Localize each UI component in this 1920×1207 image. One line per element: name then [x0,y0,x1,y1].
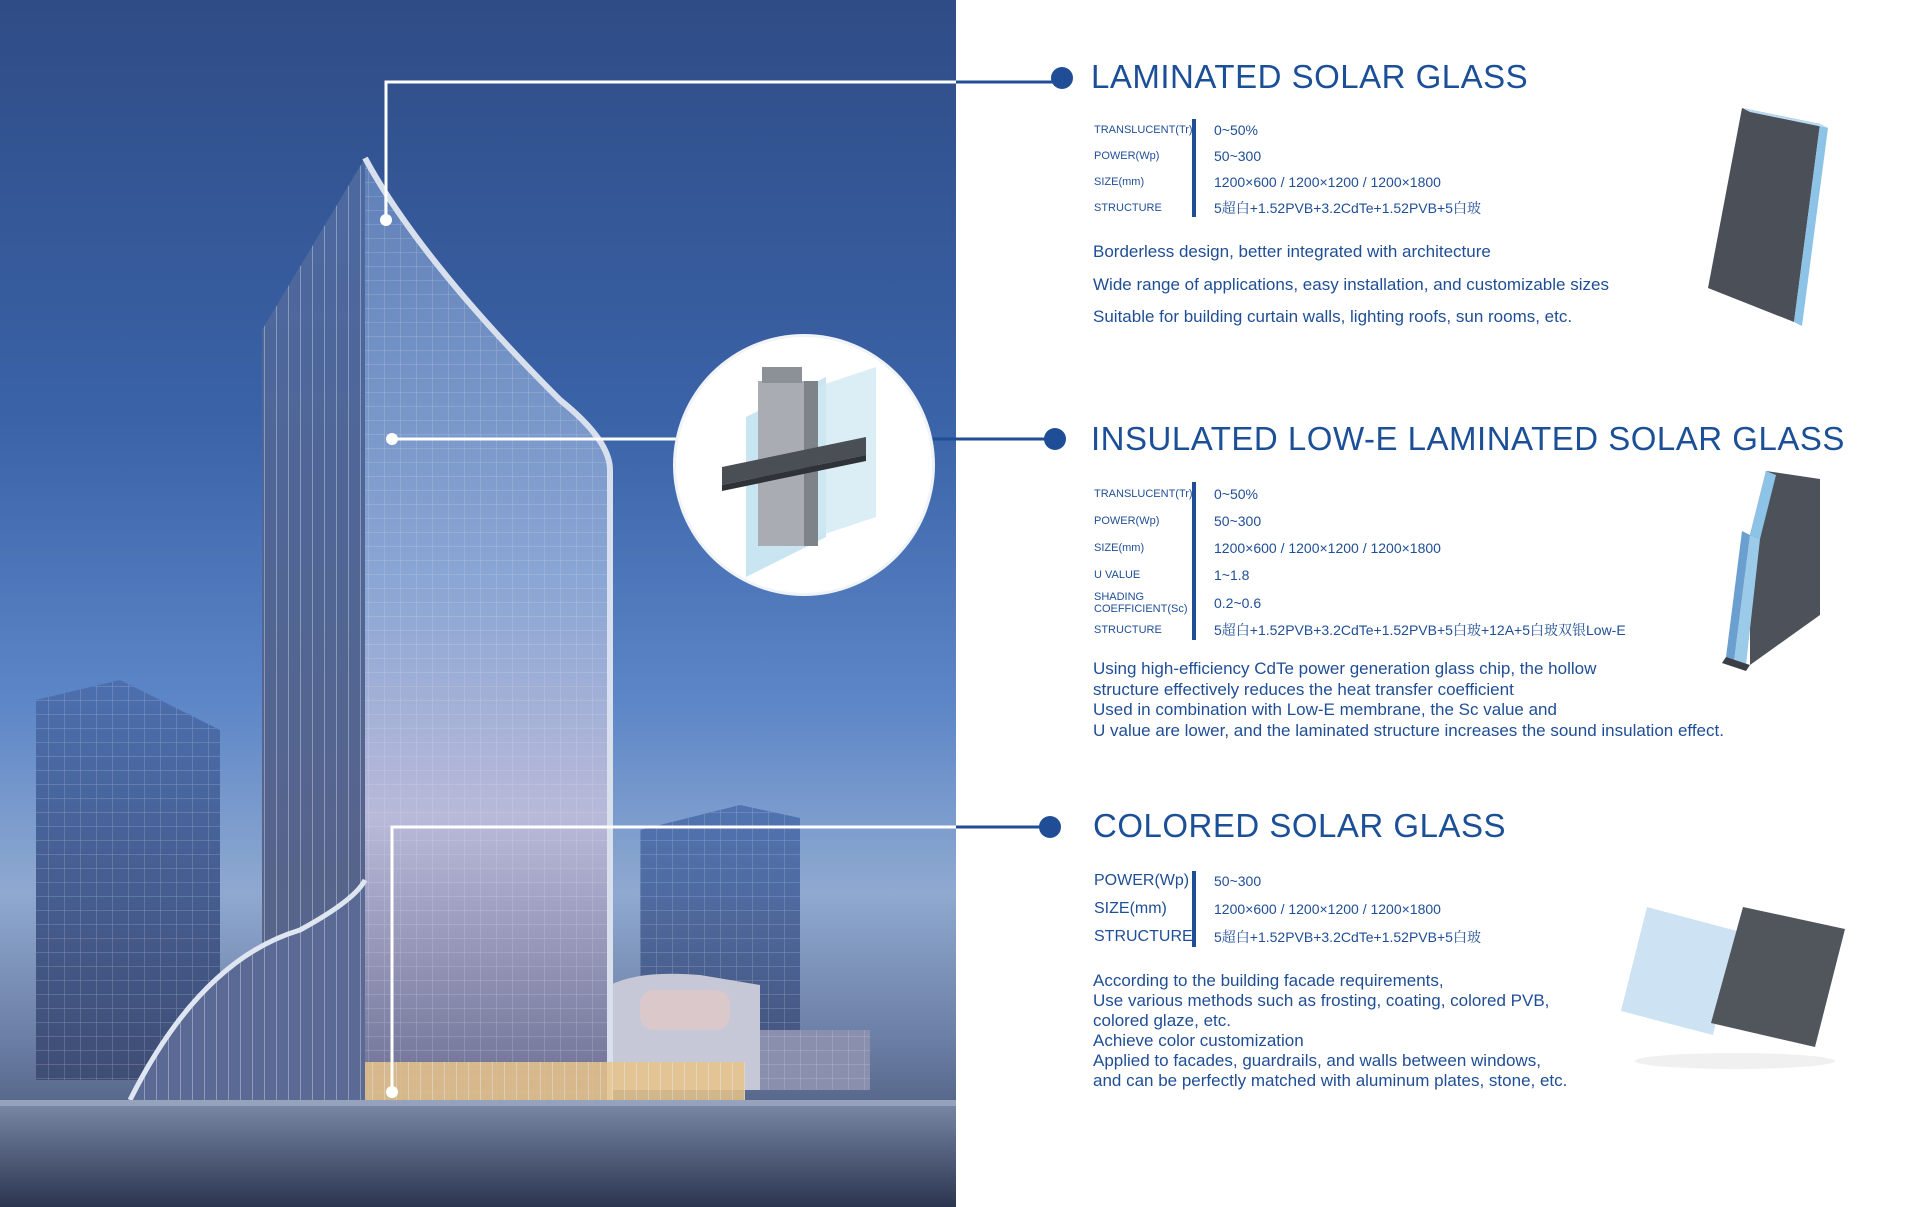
colored-glass-panels-image [1615,895,1855,1075]
building-illustration [0,0,956,1207]
spec-value: 1200×600 / 1200×1200 / 1200×1800 [1214,901,1441,917]
section-1-specs [1094,117,1481,221]
section-3-title: COLORED SOLAR GLASS [1093,807,1506,844]
spec-value: 50~300 [1214,148,1262,164]
description-line: U value are lower, and the laminated structure increases the sound insulation effect. [1093,720,1724,740]
spec-label: SIZE(mm) [1094,900,1167,917]
description-line: Suitable for building curtain walls, lighting roofs, sun rooms, etc. [1093,307,1573,326]
spec-label: STRUCTURE [1094,202,1162,214]
spec-label: SIZE(mm) [1094,541,1145,554]
spec-label: SIZE(mm) [1094,176,1145,188]
description-line: Achieve color customization [1093,1031,1304,1050]
spec-value: 1200×600 / 1200×1200 / 1200×1800 [1214,539,1441,556]
spec-label: STRUCTURE [1094,928,1193,945]
description-line: Used in combination with Low-E membrane, the Sc value and [1093,700,1557,719]
section-3-specs [1094,867,1481,951]
spec-value: 5超白+1.52PVB+3.2CdTe+1.52PVB+5白玻 [1214,200,1481,216]
spec-value: 0~50% [1214,122,1258,138]
section-2-description [1093,659,1724,741]
description-line: and can be perfectly matched with aluminum plates, stone, etc. [1093,1071,1568,1090]
section-1-bullet [1051,67,1073,89]
description-line: Borderless design, better integrated with architecture [1093,242,1491,261]
description-line: colored glaze, etc. [1093,1011,1231,1030]
spec-label: U VALUE [1094,568,1141,581]
section-2-specs [1094,480,1626,642]
section-3-description [1093,971,1567,1091]
section-1-description [1093,236,1609,334]
description-line: Using high-efficiency CdTe power generation glass chip, the hollow [1093,659,1597,678]
laminated-glass-panel-image [1700,100,1830,330]
spec-label: POWER(Wp) [1094,514,1160,527]
building-photo [0,0,956,1207]
insulated-glass-panel-image [1690,465,1840,675]
spec-value: 1~1.8 [1214,566,1250,583]
section-2-bullet [1044,428,1066,450]
section-1-title: LAMINATED SOLAR GLASS [1091,58,1529,95]
description-line: Wide range of applications, easy installation, and customizable sizes [1093,274,1609,294]
section-2-title: INSULATED LOW-E LAMINATED SOLAR GLASS [1091,420,1845,457]
curtain-wall-profile-illustration [676,337,932,593]
spec-value: 0.2~0.6 [1214,595,1262,611]
spec-value: 5超白+1.52PVB+3.2CdTe+1.52PVB+5白玻 [1214,929,1481,945]
spec-value: 50~300 [1214,873,1262,889]
curtain-wall-detail [676,337,932,593]
description-line: structure effectively reduces the heat transfer coefficient [1093,679,1514,699]
description-line: Use various methods such as frosting, coating, colored PVB, [1093,991,1550,1010]
spec-value: 1200×600 / 1200×1200 / 1200×1800 [1214,174,1441,190]
spec-label: POWER(Wp) [1094,872,1190,889]
spec-value: 0~50% [1214,485,1258,502]
spec-label: SHADING COEFFICIENT(Sc) [1094,591,1188,615]
spec-value: 50~300 [1214,512,1262,529]
spec-label: TRANSLUCENT(Tr) [1094,124,1193,136]
description-line: Applied to facades, guardrails, and walls between windows, [1093,1051,1541,1070]
description-line: According to the building facade requirements, [1093,971,1444,990]
spec-value: 5超白+1.52PVB+3.2CdTe+1.52PVB+5白玻+12A+5白玻双银Low-E [1214,622,1626,638]
spec-label: STRUCTURE [1094,624,1162,636]
spec-label: POWER(Wp) [1094,150,1160,162]
section-3-bullet [1039,816,1061,838]
spec-label: TRANSLUCENT(Tr) [1094,487,1193,500]
